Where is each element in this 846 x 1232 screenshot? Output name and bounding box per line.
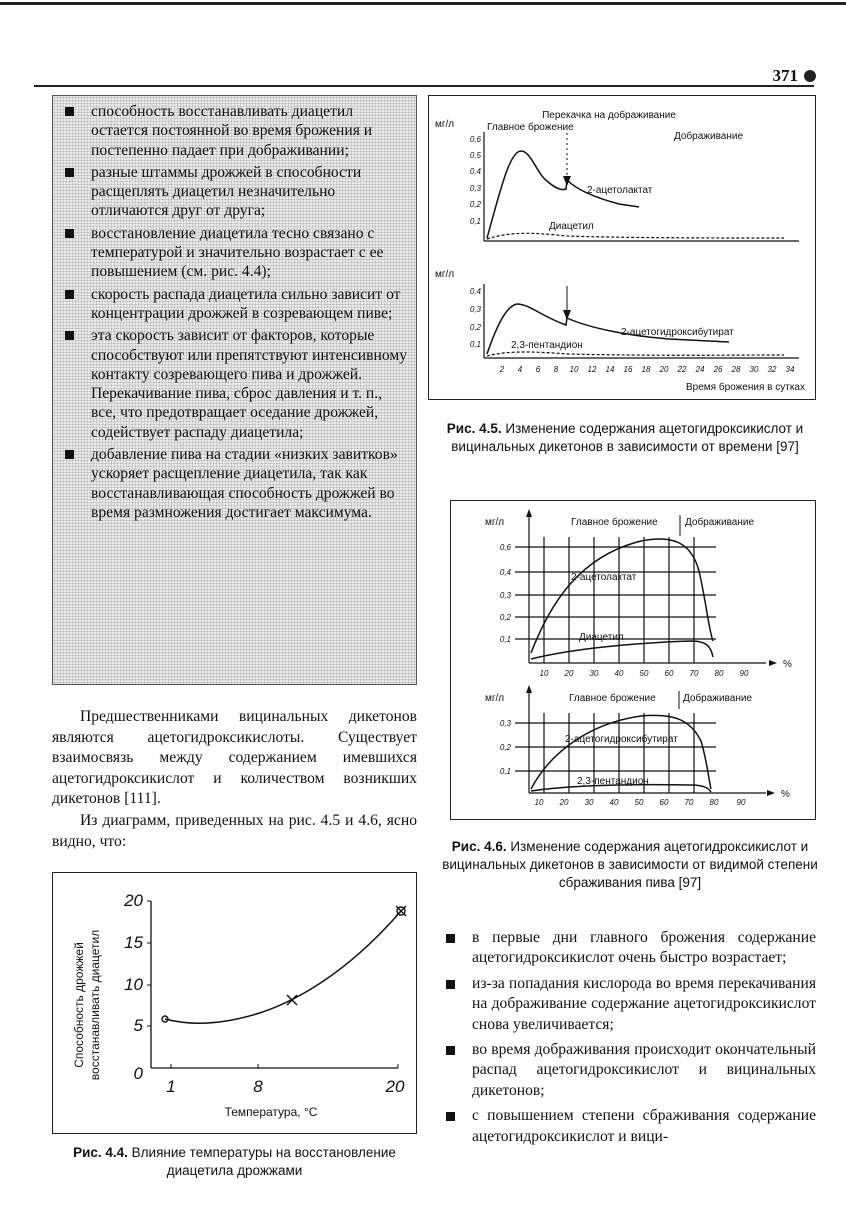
bullet-square-icon [65, 168, 74, 177]
fig46-unit-bottom: мг/л [485, 693, 505, 704]
svg-text:50: 50 [634, 798, 644, 807]
figure-4-5-caption: Рис. 4.5. Изменение содержания ацетогидроксикислот и вицинальных дикетонов в зависимости от времени [97] [446, 421, 804, 454]
svg-text:22: 22 [677, 365, 687, 374]
fig46-axis-arrow-icon [767, 790, 775, 796]
box-list [63, 102, 408, 522]
figure-4-5-chart [429, 96, 815, 399]
fig44-ytick: 20 [124, 891, 143, 910]
svg-text:60: 60 [659, 798, 669, 807]
svg-text:0,3: 0,3 [469, 184, 481, 193]
svg-text:70: 70 [689, 669, 699, 678]
fig46-axis-arrow-icon [769, 660, 777, 666]
body-paragraph-precursors: Предшественниками вицинальных дикетонов являются ацетогидроксикислоты. Существует взаимосвязь между содержанием имевшихся ацетогидроксикислот и количеством возникших дикетонов [111]. [52, 708, 417, 807]
bullet-square-icon [65, 290, 74, 299]
svg-text:50: 50 [639, 669, 649, 678]
svg-text:30: 30 [589, 669, 599, 678]
fig45-main-fermentation-label: Главное брожение [487, 122, 574, 133]
header-rule [34, 85, 814, 87]
fig44-point [287, 995, 297, 1005]
svg-text:0,2: 0,2 [469, 323, 481, 332]
fig46-top-grid [515, 537, 716, 663]
fig46-acetohydroxybutyrate-label: 2-ацетогидроксибутират [565, 734, 678, 745]
fig45-pentanedione-label: 2,3-пентандион [511, 340, 583, 351]
svg-text:0,3: 0,3 [469, 305, 481, 314]
svg-text:80: 80 [709, 798, 719, 807]
box-list-item: способность восстанавливать диацетил остается постоянной во время брожения и постепенно падает при дображивании; [63, 102, 408, 160]
fig44-xtick: 1 [166, 1077, 176, 1096]
svg-text:20: 20 [564, 669, 574, 678]
fig45-secondary-label: Дображивание [674, 131, 744, 142]
fig44-ytick: 0 [133, 1064, 143, 1083]
fig44-xlabel: Температура, °С [224, 1105, 318, 1119]
fig46-bottom-xticks [535, 798, 746, 807]
figure-4-5-frame [428, 95, 816, 400]
figure-4-6-frame [450, 500, 816, 820]
list-item: во время дображивания происходит окончательный распад ацетогидроксикислот и вицинальных дикетонов; [442, 1040, 816, 1101]
list-item: из-за попадания кислорода во время перекачивания на дображивание содержание ацетогидроксикислот снова увеличивается; [442, 974, 816, 1035]
svg-text:14: 14 [605, 365, 615, 374]
fig46-main-label-bottom: Главное брожение [569, 693, 656, 704]
svg-text:12: 12 [587, 365, 597, 374]
bullet-square-icon [446, 934, 455, 943]
bullet-square-icon [65, 229, 74, 238]
fig46-diacetyl-curve [531, 641, 713, 659]
top-scan-edge [0, 2, 846, 5]
svg-text:8: 8 [553, 365, 559, 374]
fig45-xlabel: Время брожения в сутках [686, 382, 805, 393]
fig45-unit-top: мг/л [435, 119, 455, 130]
svg-text:0,3: 0,3 [499, 719, 511, 728]
svg-text:80: 80 [714, 669, 724, 678]
svg-text:0,1: 0,1 [499, 767, 511, 776]
fig45-xticks [499, 365, 795, 374]
fig46-top-xticks [540, 669, 749, 678]
fig45-transfer-label: Перекачка на дображивание [542, 110, 676, 121]
svg-text:0,5: 0,5 [469, 151, 481, 160]
fig45-diacetyl-curve [487, 233, 784, 239]
fig46-unit-top: мг/л [485, 517, 505, 528]
fig46-percent-label: % [783, 659, 792, 670]
svg-text:0,1: 0,1 [499, 635, 511, 644]
svg-text:90: 90 [736, 798, 746, 807]
svg-text:0,3: 0,3 [499, 591, 511, 600]
svg-text:40: 40 [609, 798, 619, 807]
box-list-item: разные штаммы дрожжей в способности расщеплять диацетил незначительно отличаются друг от друга; [63, 163, 408, 221]
fig45-acetolactate-label: 2-ацетолактат [587, 185, 653, 196]
bullet-square-icon [65, 450, 74, 459]
bullet-square-icon [446, 980, 455, 989]
bullet-square-icon [446, 1046, 455, 1055]
svg-text:20: 20 [659, 365, 669, 374]
figure-4-4-caption: Рис. 4.4. Влияние температуры на восстановление диацетила дрожжами [73, 1145, 396, 1178]
svg-text:10: 10 [539, 669, 549, 678]
fig46-secondary-label-bottom: Дображивание [683, 693, 753, 704]
fig46-percent-label-bottom: % [781, 789, 790, 800]
fig45-unit-bottom: мг/л [435, 269, 455, 280]
bullet-square-icon [446, 1112, 455, 1121]
fig46-acetolactate-label: 2-ацетолактат [571, 572, 637, 583]
svg-text:0,4: 0,4 [469, 167, 481, 176]
fig46-main-label: Главное брожение [571, 517, 658, 528]
svg-text:30: 30 [749, 365, 759, 374]
svg-text:28: 28 [731, 365, 741, 374]
svg-text:0,4: 0,4 [469, 287, 481, 296]
svg-text:60: 60 [664, 669, 674, 678]
fig45-diacetyl-label: Диацетил [549, 221, 594, 232]
figure-4-4-frame [52, 872, 417, 1134]
fig46-secondary-label: Дображивание [685, 517, 755, 528]
svg-text:10: 10 [534, 798, 544, 807]
svg-text:0,2: 0,2 [469, 200, 481, 209]
fig44-ytick: 10 [124, 975, 143, 994]
svg-text:70: 70 [684, 798, 694, 807]
fig46-diacetyl-label: Диацетил [579, 632, 624, 643]
svg-text:0,6: 0,6 [469, 135, 481, 144]
svg-text:24: 24 [695, 365, 705, 374]
svg-text:6: 6 [535, 365, 541, 374]
svg-text:32: 32 [767, 365, 777, 374]
svg-text:0,1: 0,1 [469, 217, 481, 226]
figure-4-6-chart [451, 501, 815, 819]
box-list-item: эта скорость зависит от факторов, которые способствуют или препятствуют интенсивному контакту созревающего пива и дрожжей. Перекачивание пива, сброс давления и т. п., все, что предотвращает оседание дрожжей, содействует распаду диацетила; [63, 326, 408, 442]
box-list-item: добавление пива на стадии «низких завитков» ускоряет расщепление диацетила, так как восстанавливающая способность дрожжей во время размножения достигает максимума. [63, 445, 408, 522]
fig45-acetohydroxybutyrate-label: 2-ацетогидроксибутират [621, 327, 734, 338]
fig44-xtick: 8 [253, 1077, 263, 1096]
svg-text:18: 18 [641, 365, 651, 374]
svg-text:4: 4 [517, 365, 523, 374]
svg-text:0,2: 0,2 [499, 613, 511, 622]
page-number [773, 66, 817, 86]
svg-text:0,1: 0,1 [469, 340, 481, 349]
page-number-text: 371 [772, 66, 798, 85]
box-list-item: скорость распада диацетила сильно зависит от концентрации дрожжей в созревающем пиве; [63, 285, 408, 324]
svg-text:10: 10 [569, 365, 579, 374]
box-list-item: восстановление диацетила тесно связано с температурой и значительно возрастает с ее повышением (см. рис. 4.4); [63, 224, 408, 282]
svg-text:0,4: 0,4 [499, 568, 511, 577]
svg-text:16: 16 [623, 365, 633, 374]
fig44-ylabel-2: восстанавливать диацетил [88, 929, 102, 1081]
figure-4-4-chart [53, 873, 416, 1133]
fig44-xtick: 20 [385, 1077, 405, 1096]
svg-text:40: 40 [614, 669, 624, 678]
fig46-pentanedione-label: 2,3-пентандион [577, 776, 649, 787]
fig44-curve [165, 911, 401, 1023]
right-bullet-list [442, 928, 816, 1152]
shaded-bullet-box [52, 95, 417, 685]
fig45-pentanedione-curve [487, 352, 784, 356]
svg-text:20: 20 [559, 798, 569, 807]
svg-text:26: 26 [713, 365, 723, 374]
list-item: с повышением степени сбраживания содержание ацетогидроксикислот и вици- [442, 1106, 816, 1147]
fig44-ytick: 5 [133, 1016, 143, 1035]
fig44-ytick: 15 [124, 933, 143, 952]
svg-text:34: 34 [785, 365, 795, 374]
fig44-ylabel-1: Способность дрожжей [72, 942, 86, 1068]
body-paragraph-diagrams: Из диаграмм, приведенных на рис. 4.5 и 4.6, ясно видно, что: [52, 812, 417, 850]
list-item: в первые дни главного брожения содержание ацетогидроксикислот очень быстро возрастает; [442, 928, 816, 969]
svg-text:2: 2 [499, 365, 505, 374]
svg-text:90: 90 [739, 669, 749, 678]
svg-text:0,2: 0,2 [499, 743, 511, 752]
figure-4-6-caption: Рис. 4.6. Изменение содержания ацетогидроксикислот и вицинальных дикетонов в зависимости от видимой степени сбраживания пива [97] [442, 839, 818, 890]
bullet-square-icon [65, 331, 74, 340]
bullet-square-icon [65, 107, 74, 116]
svg-text:30: 30 [584, 798, 594, 807]
svg-text:0,6: 0,6 [499, 543, 511, 552]
page-number-dot-icon [804, 70, 816, 82]
